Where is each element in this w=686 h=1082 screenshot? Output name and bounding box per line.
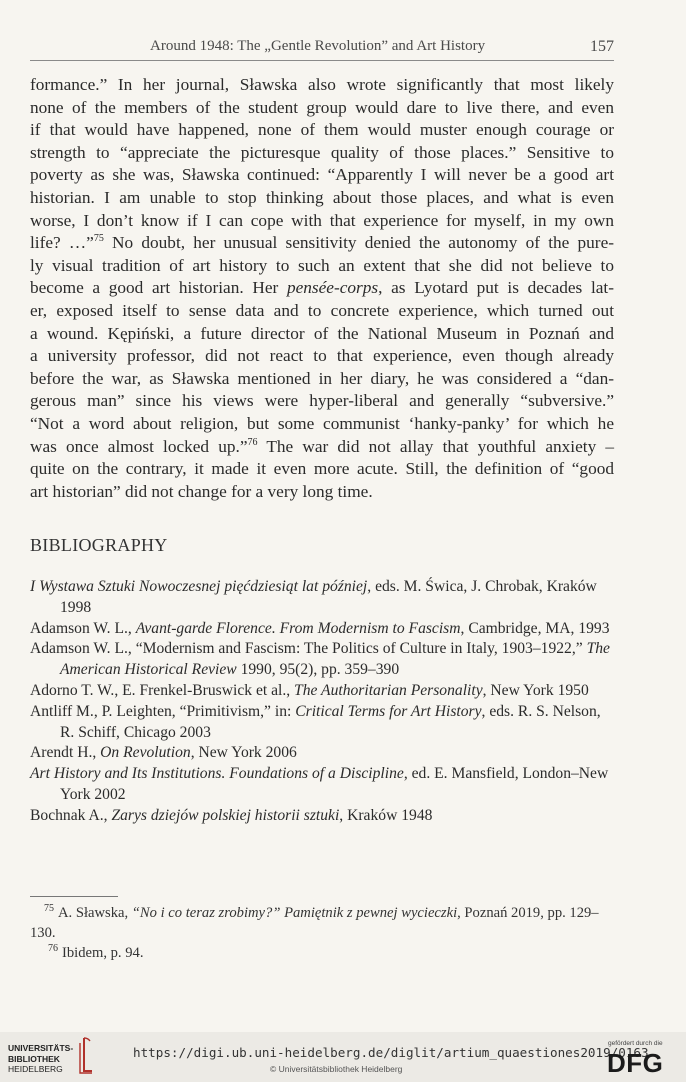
bib-text: , New York 2006 — [190, 744, 297, 762]
copyright-notice: © Universitätsbibliothek Heidelberg — [270, 1064, 403, 1074]
bibliography-entry — [30, 681, 614, 702]
library-name-line: UNIVERSITÄTS- — [8, 1043, 74, 1053]
bib-text: , eds. M. Świca, J. Chrobak, Kraków 1998 — [60, 578, 597, 616]
body-line: before the war, as Sławska mentioned in her diary, he was considered a “dan- — [30, 368, 614, 388]
bibliography-entry — [30, 577, 614, 619]
bibliography-heading: BIBLIOGRAPHY — [30, 535, 168, 555]
bib-title: Zarys dziejów polskiej historii sztuki — [111, 806, 340, 824]
footnote-ref-75: 75 — [93, 233, 104, 245]
bibliography-entry — [30, 743, 614, 764]
bib-text: Arendt H., — [30, 744, 101, 762]
body-line: “Not a word about religion, but some communist ‘hanky-panky’ for which he — [30, 413, 614, 433]
bibliography-entry — [30, 639, 614, 681]
body-text-segment: become a good art historian. Her — [30, 278, 287, 298]
body-text-segment: was once almost locked up.” — [30, 436, 248, 456]
bib-text: , ed. E. Mansfield, London–New York 2002 — [60, 765, 609, 803]
footnotes — [30, 904, 614, 963]
body-line: poverty as she was, Sławska continued: “Apparently I will never be a good art — [30, 165, 614, 185]
bib-title: Avant-garde Florence. From Modernism to Fascism — [135, 619, 461, 637]
library-emblem-icon — [70, 1035, 96, 1075]
running-head — [30, 38, 614, 58]
body-line: strength to “appreciate the picturesque quality of those places.” Sensitive to — [30, 142, 614, 162]
body-line — [30, 277, 614, 300]
body-text-segment: The war did not allay that youthful anxiety – — [257, 436, 614, 456]
body-line: art historian” did not change for a very long time. — [30, 481, 373, 501]
body-line: a wound. Kępiński, a future director of the National Museum in Poznań and — [30, 323, 614, 343]
footnote-title: “No i co teraz zrobimy?” Pamiętnik z pewnej wycieczki — [131, 905, 458, 921]
funding-note: gefördert durch die — [608, 1040, 663, 1047]
bib-title: The Authoritarian Personality — [294, 681, 483, 699]
footnote-text: A. Sławska, — [58, 905, 132, 921]
bib-text: , Cambridge, MA, 1993 — [460, 619, 610, 637]
bib-text: , eds. R. S. Nelson, R. Schiff, Chicago 2003 — [60, 702, 601, 741]
bib-text: Bochnak A., — [30, 806, 112, 824]
footnote-76 — [30, 944, 614, 964]
bib-title: Critical Terms for Art History — [295, 702, 482, 720]
footnote-ref-76: 76 — [247, 436, 258, 448]
bib-title: On Revolution — [100, 744, 191, 762]
body-line: worse, I don’t know if I can cope with that experience for myself, in my own — [30, 210, 614, 230]
dfg-logo[interactable]: DFG — [607, 1048, 664, 1078]
bibliography-entry — [30, 702, 614, 744]
body-line — [30, 436, 614, 459]
body-line: ly visual tradition of art history to such an extent that she did not believe to — [30, 255, 614, 275]
bib-text: Antliff M., P. Leighten, “Primitivism,” in: — [30, 702, 296, 720]
bib-text: Adorno T. W., E. Frenkel-Bruswick et al., — [30, 681, 295, 699]
body-line: a university professor, did not react to that experience, even though already — [30, 346, 614, 366]
library-name-line: BIBLIOTHEK — [8, 1053, 60, 1064]
bib-title: I Wystawa Sztuki Nowoczesnej pięćdziesiąt lat później — [30, 578, 368, 595]
body-text-segment: , as Lyotard put is decades lat- — [378, 278, 614, 298]
footnote-text: , Poznań 2019, pp. 129–130. — [30, 905, 599, 941]
body-line: gerous man” since his views were hyper-liberal and generally “subversive.” — [30, 391, 614, 411]
page-number: 157 — [590, 38, 614, 55]
permalink-link[interactable]: https://digi.ub.uni-heidelberg.de/diglit/artium_quaestiones2019/0163 — [133, 1045, 649, 1060]
footnote-number: 75 — [44, 903, 54, 915]
body-line: er, exposed itself to sense data and to concrete experience, which turned out — [30, 300, 614, 320]
body-paragraph — [30, 74, 614, 503]
running-title: Around 1948: The „Gentle Revolution” and Art History — [150, 38, 486, 54]
bibliography-entry — [30, 806, 614, 827]
bibliography-list — [30, 577, 614, 827]
bib-text: , Kraków 1948 — [339, 806, 433, 824]
italic-term: pensée-corps — [286, 278, 379, 298]
body-line: quite on the contrary, it made it even more acute. Still, the definition of “good — [30, 459, 614, 479]
body-line: historian. I am unable to stop thinking about those places, and what is even — [30, 187, 614, 207]
footnote-75 — [30, 904, 614, 944]
body-line — [30, 232, 614, 255]
bib-text: 1990, 95(2), pp. 359–390 — [236, 661, 400, 679]
body-line: if that would have happened, none of them would muster enough courage or — [30, 120, 614, 140]
bib-text: Adamson W. L., — [30, 619, 136, 637]
body-line: formance.” In her journal, Sławska also wrote significantly that most likely — [30, 75, 614, 94]
footnote-rule — [30, 896, 118, 897]
body-text-segment: No doubt, her unusual sensitivity denied the autonomy of the pure- — [103, 233, 614, 253]
bib-title: Art History and Its Institutions. Foundations of a Discipline — [30, 765, 404, 783]
bib-text: Adamson W. L., “Modernism and Fascism: The Politics of Culture in Italy, 1903–1922,” — [30, 640, 587, 658]
bib-text: , New York 1950 — [482, 681, 589, 699]
bibliography-entry — [30, 619, 614, 640]
bib-title: The American Historical Review — [60, 640, 610, 679]
body-line: none of the members of the student group would dare to live there, and even — [30, 97, 614, 117]
header-rule — [30, 60, 614, 61]
footnote-number: 76 — [48, 942, 58, 954]
footnote-text: Ibidem, p. 94. — [62, 944, 144, 961]
library-name-line: HEIDELBERG — [8, 1064, 63, 1074]
bibliography-entry — [30, 764, 614, 806]
body-text-segment: life? …” — [30, 233, 94, 253]
